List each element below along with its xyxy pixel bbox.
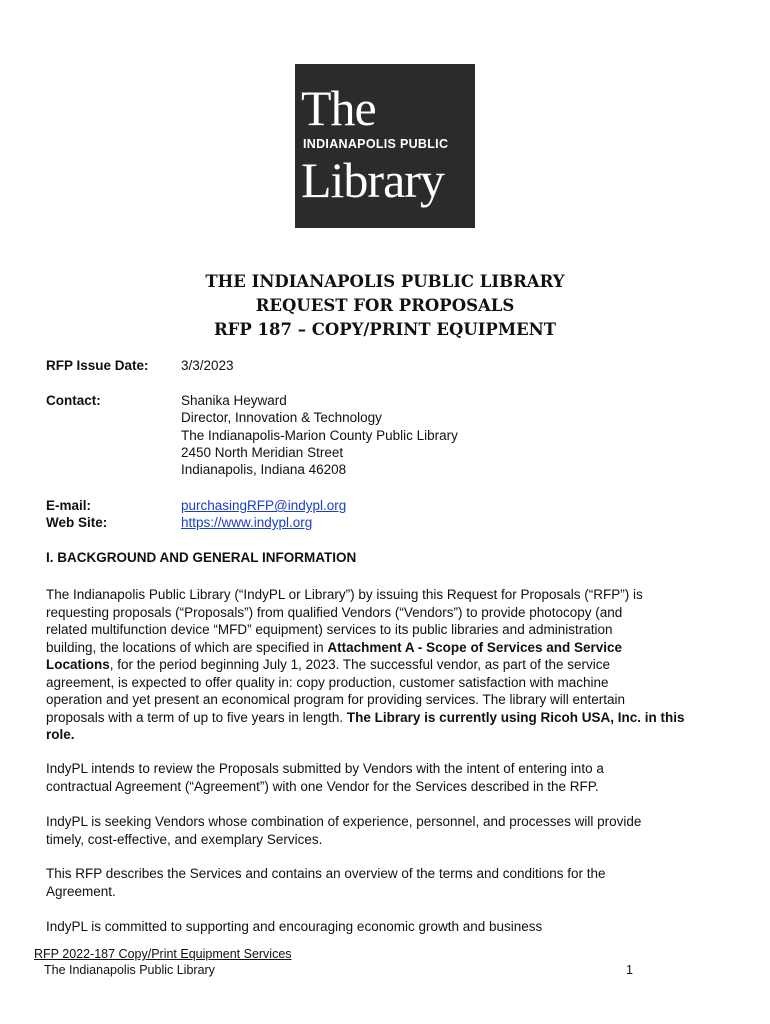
logo-subtitle: INDIANAPOLIS PUBLIC <box>303 137 449 151</box>
section-heading: I. BACKGROUND AND GENERAL INFORMATION <box>46 550 357 565</box>
contact-name: Shanika Heyward <box>181 393 287 408</box>
para5-line: IndyPL is committed to supporting and encouraging economic growth and business <box>46 919 543 934</box>
para1-text: building, the locations of which are specified in <box>46 639 328 655</box>
email-label: E-mail: <box>46 498 92 513</box>
para1-line <box>46 656 726 674</box>
current-vendor-note-cont: role. <box>46 727 75 742</box>
para1-line: related multifunction device “MFD” equipment) services to its public libraries and administration <box>46 622 613 637</box>
para1-line: requesting proposals (“Proposals”) from qualified Vendors (“Vendors”) to provide photocopy (and <box>46 604 623 620</box>
paragraph-review <box>46 760 726 795</box>
contact-organization: The Indianapolis-Marion County Public Library <box>181 428 458 443</box>
title-line-2: REQUEST FOR PROPOSALS <box>255 296 515 315</box>
issue-date-label: RFP Issue Date: <box>46 358 149 373</box>
contact-street: 2450 North Meridian Street <box>181 445 344 460</box>
para1-line <box>46 639 726 657</box>
para1-line: The Indianapolis Public Library (“IndyPL or Library”) by issuing this Request for Proposals (“RFP”) is <box>46 587 643 602</box>
footer-library-name: The Indianapolis Public Library <box>44 963 215 977</box>
attachment-reference: Attachment A - Scope of Services and Service <box>327 639 623 655</box>
footer-rfp-title: RFP 2022-187 Copy/Print Equipment Services <box>34 947 292 961</box>
contact-title: Director, Innovation & Technology <box>181 410 382 425</box>
para1-line: operation and yet present an economical program for providing services. The library will entertain <box>46 692 626 707</box>
para2-line: IndyPL intends to review the Proposals submitted by Vendors with the intent of entering into a <box>46 761 604 776</box>
paragraph-committed <box>46 918 726 936</box>
para1-text: , for the period beginning July 1, 2023. The successful vendor, as part of the service <box>109 657 611 672</box>
paragraph-seeking <box>46 813 726 848</box>
contact-city: Indianapolis, Indiana 46208 <box>181 462 347 477</box>
title-line-1: THE INDIANAPOLIS PUBLIC LIBRARY <box>205 272 565 291</box>
para1-text: proposals with a term of up to five years in length. <box>46 709 347 725</box>
contact-label: Contact: <box>46 393 101 408</box>
website-link[interactable]: https://www.indypl.org <box>181 515 313 530</box>
email-link[interactable]: purchasingRFP@indypl.org <box>181 498 347 513</box>
logo-the: The <box>301 80 376 136</box>
para4-line: This RFP describes the Services and contains an overview of the terms and conditions for the <box>46 866 606 881</box>
para1-line <box>46 709 726 727</box>
para1-line: agreement, is expected to offer quality in: copy production, customer satisfaction with machine <box>46 674 609 690</box>
para4-line: Agreement. <box>46 883 116 899</box>
library-logo <box>295 64 475 228</box>
paragraph-background <box>46 586 726 744</box>
title-line-3: RFP 187 – COPY/PRINT EQUIPMENT <box>213 320 557 339</box>
page-number: 1 <box>626 963 633 977</box>
logo-library: Library <box>301 152 444 208</box>
para3-line: timely, cost-effective, and exemplary Services. <box>46 831 323 847</box>
para3-line: IndyPL is seeking Vendors whose combination of experience, personnel, and processes will provide <box>46 814 642 829</box>
website-label: Web Site: <box>46 515 108 530</box>
para2-line: contractual Agreement (“Agreement”) with one Vendor for the Services described in the RFP. <box>46 778 599 794</box>
issue-date-value: 3/3/2023 <box>181 358 234 373</box>
current-vendor-note: The Library is currently using Ricoh USA, Inc. in this <box>346 709 685 725</box>
attachment-reference-cont: Locations <box>46 657 110 672</box>
paragraph-describes <box>46 865 726 900</box>
